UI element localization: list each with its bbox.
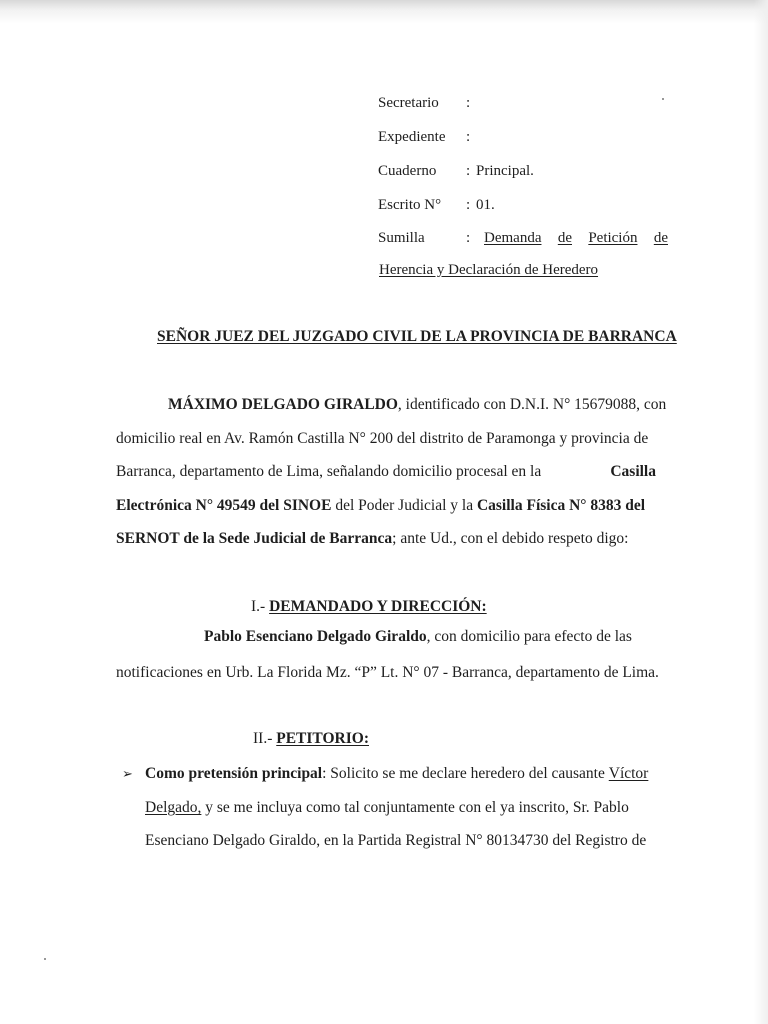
casilla-label: Casilla [610,463,656,480]
intro-line-1-rest: , identificado con D.N.I. N° 15679088, con [397,396,667,413]
section-1-line-2: notificaciones en Urb. La Florida Mz. “P” Lt. N° 07 - Barranca, departamento de Lima. [116,664,659,681]
section-1-title: DEMANDADO Y DIRECCIÓN: [269,598,487,615]
sinoe-casilla: Electrónica N° 49549 del SINOE [116,497,332,514]
escrito-value: 01. [476,197,495,213]
colon: : [466,95,471,111]
section-1-line-1 [204,628,656,646]
petitorio-line-1 [145,765,659,783]
causante-first-name: Víctor [608,765,649,782]
section-1-line-1-rest: , con domicilio para efecto de las [426,628,632,645]
header-secretario [378,94,476,112]
sumilla-word: Petición [588,230,638,246]
cuaderno-value: Principal. [476,163,534,179]
section-2-heading [253,730,369,748]
petitorio-line-2-text: y se me incluya como tal conjuntamente con el ya inscrito, Sr. Pablo [201,799,629,816]
plaintiff-name: MÁXIMO DELGADO GIRALDO [168,396,398,413]
section-1-heading [251,598,487,616]
scan-speck [662,98,664,100]
petitorio-line-1-text: : Solicito se me declare heredero del causante [322,765,609,782]
sumilla-label: Sumilla [378,230,425,246]
header-escrito [378,196,495,214]
petitorio-lead: Como pretensión principal [145,765,323,782]
expediente-label: Expediente [378,129,446,145]
sumilla-word: de [557,230,572,246]
intro-line-4-text: del Poder Judicial y la [331,497,477,514]
intro-line-5 [116,530,656,548]
petitorio-line-2 [145,799,659,817]
sumilla-continuation: Herencia y Declaración de Heredero [379,262,599,278]
secretario-label: Secretario [378,95,439,111]
section-2-prefix: II.- [253,730,273,747]
escrito-label: Escrito N° [378,197,442,213]
intro-line-3-text: Barranca, departamento de Lima, señalando domicilio procesal en la [116,463,542,480]
cuaderno-label: Cuaderno [378,163,437,179]
casilla-fisica: Casilla Física N° 8383 del [476,497,646,514]
header-sumilla [378,229,476,247]
arrow-bullet-icon: ➢ [122,766,133,781]
sumilla-word: de [653,230,668,246]
document-title: SEÑOR JUEZ DEL JUZGADO CIVIL DE LA PROVINCIA DE BARRANCA [157,328,677,345]
intro-line-3 [116,463,656,481]
intro-line-4 [116,497,656,515]
intro-line-5-text: ; ante Ud., con el debido respeto digo: [392,530,629,547]
section-1-prefix: I.- [251,598,266,615]
header-cuaderno [378,162,534,180]
sernot-sede: SERNOT de la Sede Judicial de Barranca [116,530,393,547]
scan-speck [44,958,46,960]
colon: : [466,197,471,213]
colon: : [466,230,471,246]
sumilla-word: Demanda [484,230,542,246]
header-expediente [378,128,476,146]
causante-last-name: Delgado, [145,799,202,816]
intro-line-2: domicilio real en Av. Ramón Castilla N° 200 del distrito de Paramonga y provincia de [116,430,649,447]
intro-line-1 [168,396,667,414]
defendant-name: Pablo Esenciano Delgado Giraldo [204,628,427,645]
colon: : [466,129,471,145]
sumilla-value [484,229,668,247]
section-2-title: PETITORIO: [276,730,369,747]
colon: : [466,163,471,179]
petitorio-line-3: Esenciano Delgado Giraldo, en la Partida Registral N° 80134730 del Registro de [145,832,647,849]
